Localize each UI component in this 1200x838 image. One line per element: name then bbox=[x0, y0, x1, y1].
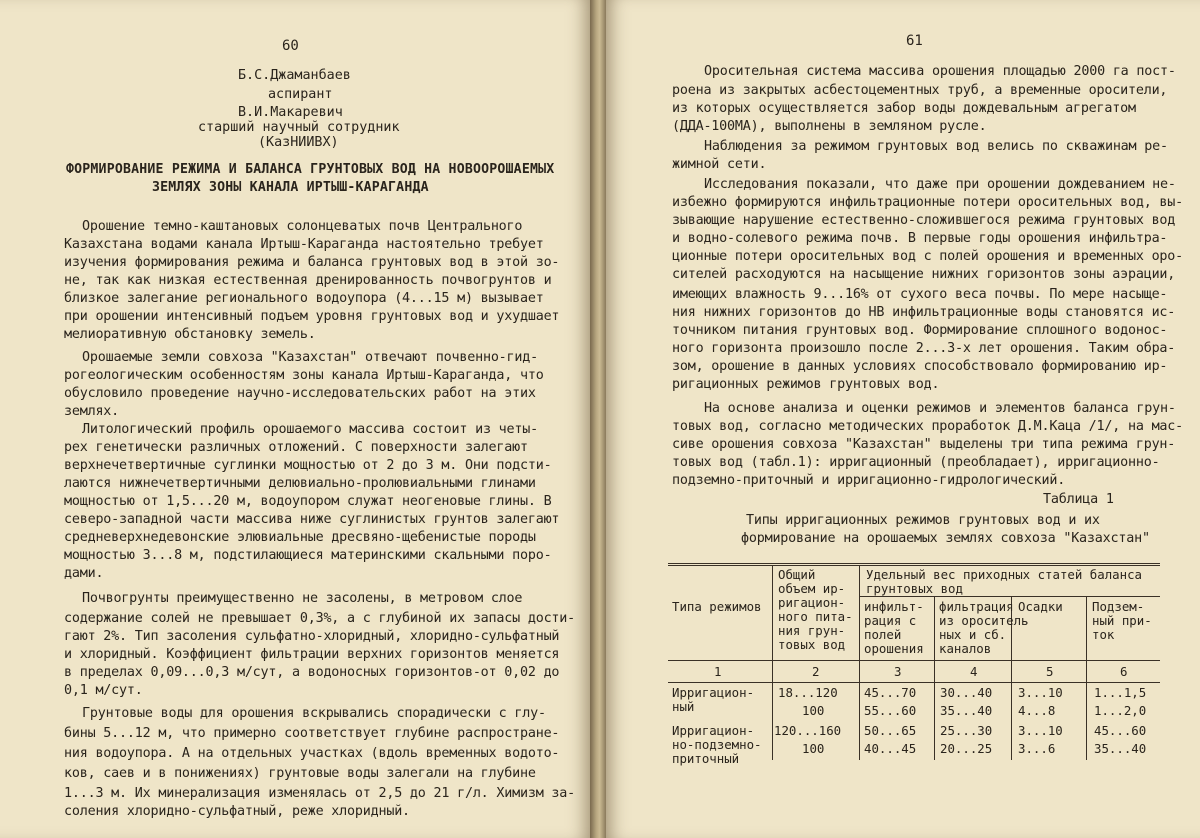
table-label: Таблица 1 bbox=[1043, 492, 1114, 507]
text-line: зывающие нарушение естественно-сложившегося режима грунтовых вод bbox=[672, 213, 1176, 228]
table-rule bbox=[772, 565, 773, 760]
text-line: Литологический профиль орошаемого массива состоит из четы- bbox=[82, 422, 538, 437]
text-line: Грунтовые воды для орошения вскрывались спорадически с глу- bbox=[82, 706, 546, 721]
table-rule bbox=[1086, 596, 1087, 760]
text-line: обусловило проведение научно-исследовательских работ на этих bbox=[64, 386, 536, 401]
table-col-number: 2 bbox=[812, 664, 820, 679]
text-line: верхнечетвертичные суглинки мощностью от 2 до 3 м. Они подсти- bbox=[64, 458, 552, 473]
table-header-sub: Подзем- ный при- ток bbox=[1092, 599, 1152, 642]
text-line: мощностью 3...8 м, подстилающиеся материнскими скальными поро- bbox=[64, 548, 552, 563]
table-cell: 100 bbox=[802, 741, 825, 756]
table-row-name: Ирригацион- но-подземно- приточный bbox=[672, 723, 762, 766]
table-cell: 3...10 bbox=[1018, 723, 1063, 738]
author-name: Б.С.Джаманбаев bbox=[238, 68, 351, 83]
text-line: из которых осуществляется забор воды дождевальным агрегатом bbox=[672, 101, 1136, 116]
table-rule bbox=[859, 596, 1160, 597]
table-cell: 35...40 bbox=[940, 703, 993, 718]
article-title: ФОРМИРОВАНИЕ РЕЖИМА И БАЛАНСА ГРУНТОВЫХ ВОД НА НОВООРОШАЕМЫХ bbox=[66, 162, 555, 177]
text-line: точником питания грунтовых вод. Формирование сплошного водонос- bbox=[672, 323, 1168, 338]
table-col-number: 3 bbox=[894, 664, 902, 679]
text-line: Орошаемые земли совхоза "Казахстан" отвечают почвенно-гид- bbox=[82, 350, 538, 365]
text-line: землях. bbox=[64, 404, 120, 419]
text-line: Оросительная система массива орошения площадью 2000 га пост- bbox=[704, 64, 1176, 79]
table-col-number: 6 bbox=[1120, 664, 1128, 679]
text-line: Казахстана водами канала Иртыш-Караганда настоятельно требует bbox=[64, 237, 544, 252]
text-line: ного горизонта произошло после 2...3-х лет орошения. Таким обра- bbox=[672, 341, 1176, 356]
table-cell: 100 bbox=[802, 703, 825, 718]
author-role: старший научный сотрудник bbox=[198, 120, 400, 135]
table-cell: 120...160 bbox=[774, 723, 842, 738]
text-line: товых вод (табл.1): ирригационный (преобладает), ирригационно- bbox=[672, 455, 1160, 470]
table-cell: 1...1,5 bbox=[1094, 685, 1147, 700]
text-line: имеющих влажность 9...16% от сухого веса почвы. По мере насыще- bbox=[672, 287, 1168, 302]
text-line: лаются нижнечетвертичными делювиально-пролювиальными глинами bbox=[64, 476, 536, 491]
table-header-sub: инфильт- рация с полей орошения bbox=[864, 599, 924, 656]
text-line: сителей расходуются на насыщение нижних горизонтов зоны аэрации, bbox=[672, 267, 1176, 282]
table-cell: 40...45 bbox=[864, 741, 917, 756]
page-number: 60 bbox=[282, 38, 299, 54]
text-line: при орошении интенсивный подъем уровня грунтовых вод и ухудшает bbox=[64, 309, 560, 324]
text-line: средневерхнедевонские элювиальные дресвяно-щебенистые породы bbox=[64, 530, 536, 545]
table-cell: 20...25 bbox=[940, 741, 993, 756]
table-cell: 30...40 bbox=[940, 685, 993, 700]
text-line: ния водоупора. А на отдельных участках (вдоль временных водото- bbox=[64, 746, 560, 761]
text-line: Орошение темно-каштановых солонцеватых почв Центрального bbox=[82, 219, 523, 234]
author-name: В.И.Макаревич bbox=[238, 105, 343, 120]
right-page bbox=[606, 0, 1200, 838]
text-line: не, так как низкая естественная дренированность почвогрунтов и bbox=[64, 273, 552, 288]
text-line: подземно-приточный и ирригационно-гидрологический. bbox=[672, 473, 1066, 488]
table-cell: 25...30 bbox=[940, 723, 993, 738]
text-line: 1...3 м. Их минерализация изменялась от 2,5 до 21 г/л. Химизм за- bbox=[64, 786, 576, 801]
text-line: дами. bbox=[64, 566, 104, 581]
text-line: мелиоративную обстановку земель. bbox=[64, 327, 316, 342]
text-line: жимной сети. bbox=[672, 157, 767, 172]
text-line: избежно формируются инфильтрационные потери оросительных вод, вы- bbox=[672, 195, 1184, 210]
table-cell: 18...120 bbox=[778, 685, 838, 700]
text-line: мощностью от 1,5...20 м, водоупором служат неогеновые глины. В bbox=[64, 494, 552, 509]
text-line: (ДДА-100МА), выполнены в земляном русле. bbox=[672, 119, 987, 134]
table-cell: 45...70 bbox=[864, 685, 917, 700]
table-cell: 45...60 bbox=[1094, 723, 1147, 738]
text-line: товых вод, согласно методических проработок Д.М.Каца /1/, на мас- bbox=[672, 419, 1184, 434]
book-spine bbox=[590, 0, 606, 838]
table-cell: 4...8 bbox=[1018, 703, 1056, 718]
table-cell: 55...60 bbox=[864, 703, 917, 718]
text-line: в пределах 0,09...0,3 м/сут, а водоносных горизонтов-от 0,02 до bbox=[64, 665, 560, 680]
text-line: Почвогрунты преимущественно не засолены, в метровом слое bbox=[82, 591, 523, 606]
text-line: Наблюдения за режимом грунтовых вод велись по скважинам ре- bbox=[704, 139, 1168, 154]
text-line: ционные потери оросительных вод с полей орошения и временных оро- bbox=[672, 249, 1184, 264]
table-header-type: Типа режимов bbox=[672, 599, 762, 614]
text-line: ригационных режимов грунтовых вод. bbox=[672, 377, 940, 392]
text-line: ков, саев и в понижениях) грунтовые воды залегали на глубине bbox=[64, 766, 536, 781]
table-cell: 3...6 bbox=[1018, 741, 1056, 756]
table-header-sub: Осадки bbox=[1018, 599, 1063, 614]
table-caption: Типы ирригационных режимов грунтовых вод и их bbox=[746, 513, 1100, 528]
table-col-number: 1 bbox=[714, 664, 722, 679]
table-header-total: Общий объем ир- ригацион- ного пита- ния грун- товых вод bbox=[778, 567, 853, 652]
text-line: и водно-солевого режима почв. В первые годы орошения инфильтра- bbox=[672, 231, 1168, 246]
text-line: и хлоридный. Коэффициент фильтрации верхних горизонтов меняется bbox=[64, 647, 560, 662]
left-page bbox=[0, 0, 590, 838]
table-col-number: 4 bbox=[970, 664, 978, 679]
table-cell: 50...65 bbox=[864, 723, 917, 738]
table-rule bbox=[668, 565, 1160, 566]
table-rule bbox=[934, 596, 935, 760]
text-line: зом, орошение в данных условиях способствовало формированию ир- bbox=[672, 359, 1168, 374]
table-col-number: 5 bbox=[1046, 664, 1054, 679]
text-line: северо-западной части массива ниже суглинистых грунтов залегают bbox=[64, 512, 560, 527]
text-line: бины 5...12 м, что примерно соответствует глубине распростране- bbox=[64, 726, 560, 741]
table-header-sub: фильтрация из ороситель ных и сб. каналов bbox=[939, 599, 1029, 656]
table-header-group: Удельный вес приходных статей баланса грунтовых вод bbox=[866, 567, 1143, 596]
text-line: содержание солей не превышает 0,3%, а с глубиной их запасы дости- bbox=[64, 611, 576, 626]
text-line: гают 2%. Тип засоления сульфатно-хлоридный, хлоридно-сульфатный bbox=[64, 629, 560, 644]
text-line: изучения формирования режима и баланса грунтовых вод в этой зо- bbox=[64, 255, 560, 270]
text-line: Исследования показали, что даже при орошении дождеванием не- bbox=[704, 177, 1176, 192]
table-row-name: Ирригацион- ный bbox=[672, 685, 755, 714]
text-line: роена из закрытых асбестоцементных труб, а временные оросители, bbox=[672, 83, 1168, 98]
text-line: рогеологическим особенностям зоны канала Иртыш-Караганда, что bbox=[64, 368, 544, 383]
table-rule bbox=[859, 565, 860, 760]
text-line: 0,1 м/сут. bbox=[64, 683, 143, 698]
text-line: ния нижних горизонтов до НВ инфильтрационные воды становятся ис- bbox=[672, 305, 1176, 320]
table-caption: формирование на орошаемых землях совхоза "Казахстан" bbox=[741, 531, 1150, 546]
article-title: ЗЕМЛЯХ ЗОНЫ КАНАЛА ИРТЫШ-КАРАГАНДА bbox=[152, 180, 429, 195]
table-cell: 1...2,0 bbox=[1094, 703, 1147, 718]
text-line: рех генетически различных отложений. С поверхности залегают bbox=[64, 440, 528, 455]
page-number: 61 bbox=[906, 33, 923, 49]
text-line: На основе анализа и оценки режимов и элементов баланса грун- bbox=[704, 401, 1176, 416]
table-cell: 3...10 bbox=[1018, 685, 1063, 700]
text-line: соления хлоридно-сульфатный, реже хлоридный. bbox=[64, 804, 410, 819]
table-cell: 35...40 bbox=[1094, 741, 1147, 756]
author-organization: (КазНИИВХ) bbox=[258, 135, 339, 150]
text-line: близкое залегание регионального водоупора (4...15 м) вызывает bbox=[64, 291, 544, 306]
author-role: аспирант bbox=[268, 87, 333, 102]
table-rule bbox=[668, 563, 1160, 564]
text-line: сиве орошения совхоза "Казахстан" выделены три типа режима грун- bbox=[672, 437, 1176, 452]
